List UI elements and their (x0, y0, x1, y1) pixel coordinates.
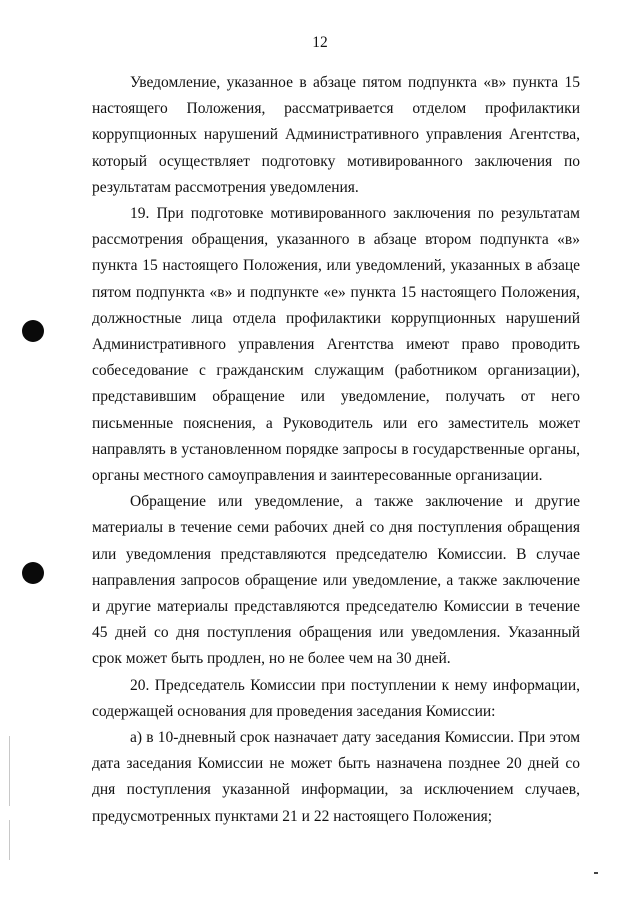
paragraph-submission-deadlines: Обращение или уведомление, а также заключение и другие материалы в течение семи рабочих дней со дня поступления обращения или уведомления представляются председателю Комиссии. В случае направления запросов обращение или уведомление, а также заключение и другие материалы представляются председателю Комиссии в течение 45 дней со дня поступления обращения или уведомления. Указанный срок может быть продлен, но не более чем на 30 дней. (92, 493, 580, 668)
paragraph-item-20: 20. Председатель Комиссии при поступлении к нему информации, содержащей основания для проведения заседания Комиссии: (92, 676, 580, 720)
page-number: 12 (312, 34, 328, 51)
scan-speck (594, 872, 598, 874)
document-body (92, 70, 580, 830)
paragraph-item-20a: а) в 10-дневный срок назначает дату заседания Комиссии. При этом дата заседания Комиссии не может быть назначена позднее 20 дней со дня поступления указанной информации, за исключением случаев, предусмотренных пунктами 21 и 22 настоящего Положения; (92, 729, 580, 825)
paragraph-item-19: 19. При подготовке мотивированного заключения по результатам рассмотрения обращения, указанного в абзаце втором подпункта «в» пункта 15 настоящего Положения, или уведомлений, указанных в абзаце пятом подпункта «в» и подпункте «е» пункта 15 настоящего Положения, должностные лица отдела профилактики коррупционных нарушений Административного управления Агентства имеют право проводить собеседование с гражданским служащим (работником организации), представившим обращение или уведомление, получать от него письменные пояснения, а Руководитель или его заместитель может направлять в установленном порядке запросы в государственные органы, органы местного самоуправления и заинтересованные организации. (92, 205, 580, 485)
scan-edge-mark (9, 736, 10, 806)
punch-hole-top (22, 320, 44, 342)
paragraph-notification-review: Уведомление, указанное в абзаце пятом подпункта «в» пункта 15 настоящего Положения, рассматривается отделом профилактики коррупционных нарушений Административного управления Агентства, который осуществляет подготовку мотивированного заключения по результатам рассмотрения уведомления. (92, 74, 580, 196)
scan-edge-mark (9, 820, 10, 860)
punch-hole-bottom (22, 562, 44, 584)
